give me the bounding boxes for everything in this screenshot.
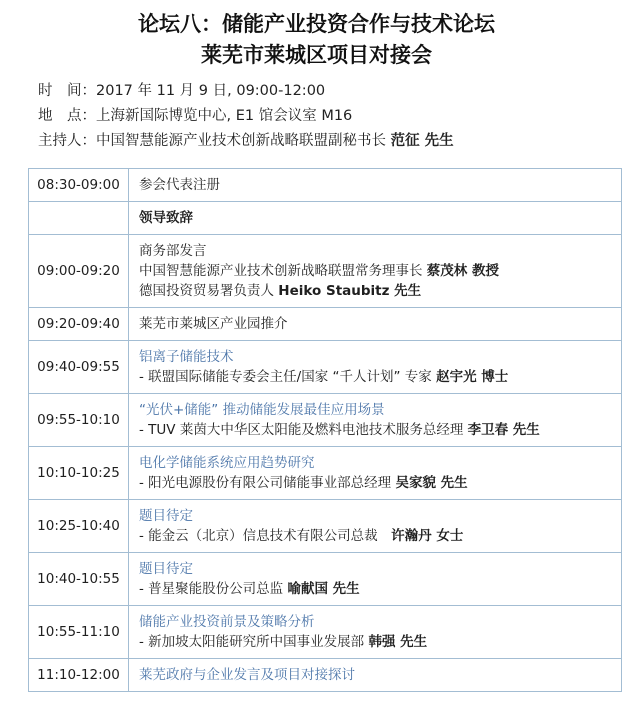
- schedule-table-body: [29, 169, 622, 692]
- line-text: 电化学储能系统应用趋势研究: [139, 455, 315, 471]
- agenda-line: [139, 632, 611, 652]
- info-line-time: [38, 79, 633, 104]
- agenda-line: [139, 261, 611, 281]
- content-cell: [129, 202, 622, 235]
- info-location-label: 地 点：: [38, 108, 96, 124]
- line-text: - 能金云（北京）信息技术有限公司总裁: [139, 528, 392, 544]
- table-row: [29, 169, 622, 202]
- forum-title-line1: 论坛八：储能产业投资合作与技术论坛: [138, 12, 495, 36]
- table-row: [29, 553, 622, 606]
- forum-title-line2: 莱芜市莱城区项目对接会: [201, 43, 432, 67]
- time-cell: [29, 202, 129, 235]
- content-cell: [129, 500, 622, 553]
- content-cell: [129, 447, 622, 500]
- time-cell: 11:10-12:00: [29, 659, 129, 692]
- line-text: 商务部发言: [139, 243, 207, 259]
- content-cell: [129, 553, 622, 606]
- table-row: [29, 341, 622, 394]
- time-cell: 08:30-09:00: [29, 169, 129, 202]
- time-cell: 09:20-09:40: [29, 308, 129, 341]
- line-text: 题目待定: [139, 561, 193, 577]
- time-cell: 09:55-10:10: [29, 394, 129, 447]
- line-text: - 联盟国际储能专委会主任/国家 “千人计划” 专家: [139, 369, 437, 385]
- time-cell: 10:25-10:40: [29, 500, 129, 553]
- speaker-name: 吴家貌 先生: [395, 475, 468, 491]
- info-host-name: 范征 先生: [390, 133, 454, 149]
- content-cell: [129, 606, 622, 659]
- session-title: [139, 347, 611, 367]
- time-cell: 09:00-09:20: [29, 235, 129, 308]
- content-cell: [129, 235, 622, 308]
- session-title: [139, 559, 611, 579]
- content-cell: [129, 394, 622, 447]
- session-title: [139, 400, 611, 420]
- content-cell: [129, 308, 622, 341]
- session-title: [139, 665, 611, 685]
- line-text: 题目待定: [139, 508, 193, 524]
- content-cell: [129, 659, 622, 692]
- session-title: [139, 453, 611, 473]
- line-text: “光伏+储能” 推动储能发展最佳应用场景: [139, 402, 385, 418]
- line-text: 铝离子储能技术: [139, 349, 234, 365]
- session-title: [139, 612, 611, 632]
- agenda-line: [139, 281, 611, 301]
- content-cell: [129, 169, 622, 202]
- table-row: [29, 659, 622, 692]
- agenda-line: [139, 175, 611, 195]
- line-text: 莱芜市莱城区产业园推介: [139, 316, 288, 332]
- line-text: - 阳光电源股份有限公司储能事业部总经理: [139, 475, 396, 491]
- speaker-name: 赵宇光 博士: [436, 369, 509, 385]
- speaker-name: 蔡茂林 教授: [426, 263, 499, 279]
- info-time-value: 2017 年 11 月 9 日, 09:00-12:00: [96, 83, 326, 99]
- info-line-host: [38, 129, 633, 154]
- agenda-line: [139, 420, 611, 440]
- table-row: [29, 394, 622, 447]
- speaker-name: Heiko Staubitz 先生: [278, 283, 422, 299]
- agenda-line: [139, 526, 611, 546]
- info-line-location: [38, 104, 633, 129]
- speaker-name: 李卫春 先生: [467, 422, 540, 438]
- info-location-value: 上海新国际博览中心, E1 馆会议室 M16: [96, 108, 353, 124]
- line-text: 储能产业投资前景及策略分析: [139, 614, 315, 630]
- speaker-name: 许瀚丹 女士: [391, 528, 464, 544]
- line-text: 莱芜政府与企业发言及项目对接探讨: [139, 667, 355, 683]
- session-title: [139, 506, 611, 526]
- table-row: [29, 606, 622, 659]
- table-row: [29, 308, 622, 341]
- agenda-line: [139, 473, 611, 493]
- line-text: - 新加坡太阳能研究所中国事业发展部: [139, 634, 369, 650]
- line-text: 中国智慧能源产业技术创新战略联盟常务理事长: [139, 263, 427, 279]
- info-host-value: 中国智慧能源产业技术创新战略联盟副秘书长: [96, 133, 391, 149]
- speaker-name: 韩强 先生: [368, 634, 428, 650]
- line-text: - TUV 莱茵大中华区太阳能及燃料电池技术服务总经理: [139, 422, 468, 438]
- agenda-line: [139, 367, 611, 387]
- speaker-name: 喻献国 先生: [287, 581, 360, 597]
- line-text: 参会代表注册: [139, 177, 220, 193]
- time-cell: 09:40-09:55: [29, 341, 129, 394]
- line-text: - 普星聚能股份公司总监: [139, 581, 288, 597]
- agenda-line: [139, 208, 611, 228]
- content-cell: [129, 341, 622, 394]
- speaker-name: 领导致辞: [139, 210, 193, 226]
- info-host-label: 主持人：: [38, 133, 96, 149]
- table-row: [29, 447, 622, 500]
- meeting-info: [38, 79, 633, 154]
- time-cell: 10:55-11:10: [29, 606, 129, 659]
- table-row: [29, 202, 622, 235]
- time-cell: 10:10-10:25: [29, 447, 129, 500]
- table-row: [29, 235, 622, 308]
- agenda-line: [139, 314, 611, 334]
- line-text: 德国投资贸易署负责人: [139, 283, 279, 299]
- table-row: [29, 500, 622, 553]
- agenda-line: [139, 579, 611, 599]
- info-time-label: 时 间：: [38, 83, 96, 99]
- time-cell: 10:40-10:55: [29, 553, 129, 606]
- schedule-table: [28, 168, 622, 692]
- agenda-line: [139, 241, 611, 261]
